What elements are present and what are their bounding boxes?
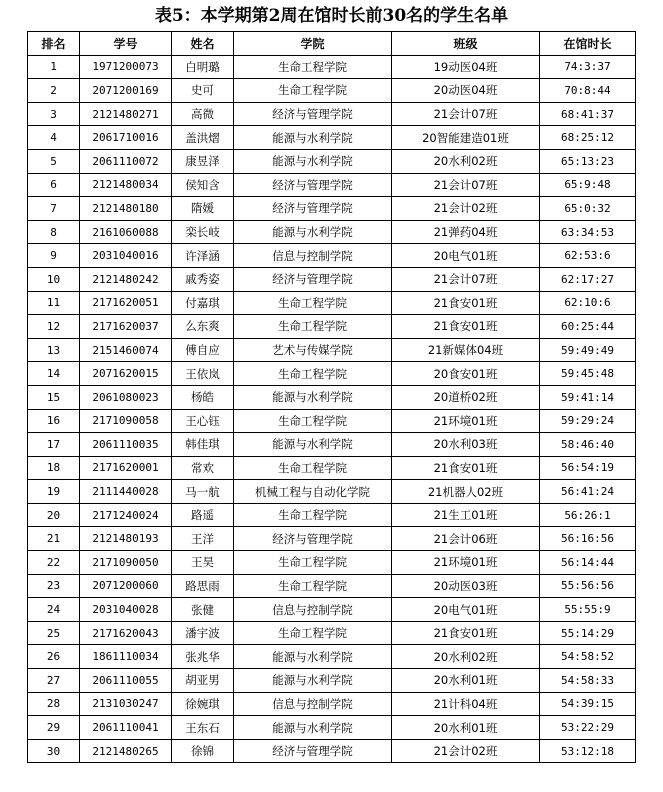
cell-rank: 12 [28, 315, 80, 339]
table-row [28, 338, 636, 362]
cell-name: 张兆华 [172, 645, 234, 669]
cell-student-id: 2071200060 [80, 574, 172, 598]
cell-student-id: 2121480034 [80, 173, 172, 197]
cell-duration: 59:45:48 [540, 362, 636, 386]
table-row [28, 220, 636, 244]
cell-name: 王依岚 [172, 362, 234, 386]
cell-college: 生命工程学院 [234, 409, 392, 433]
cell-name: 马一航 [172, 480, 234, 504]
cell-name: 高微 [172, 102, 234, 126]
header-name: 姓名 [172, 32, 234, 56]
cell-name: 戚秀姿 [172, 267, 234, 291]
cell-duration: 63:34:53 [540, 220, 636, 244]
cell-student-id: 2061080023 [80, 385, 172, 409]
cell-class: 21计科04班 [392, 692, 540, 716]
cell-class: 21机器人02班 [392, 480, 540, 504]
cell-student-id: 2071200169 [80, 79, 172, 103]
cell-class: 21环境01班 [392, 409, 540, 433]
cell-rank: 8 [28, 220, 80, 244]
cell-student-id: 2171620043 [80, 621, 172, 645]
cell-duration: 54:58:33 [540, 669, 636, 693]
cell-student-id: 2171240024 [80, 503, 172, 527]
cell-duration: 62:53:6 [540, 244, 636, 268]
cell-student-id: 2171620037 [80, 315, 172, 339]
cell-student-id: 2121480265 [80, 739, 172, 763]
table-row [28, 739, 636, 763]
cell-college: 信息与控制学院 [234, 598, 392, 622]
cell-rank: 18 [28, 456, 80, 480]
cell-college: 生命工程学院 [234, 79, 392, 103]
cell-college: 经济与管理学院 [234, 197, 392, 221]
cell-rank: 21 [28, 527, 80, 551]
table-row [28, 480, 636, 504]
header-duration: 在馆时长 [540, 32, 636, 56]
cell-name: 胡亚男 [172, 669, 234, 693]
table-row [28, 385, 636, 409]
cell-rank: 30 [28, 739, 80, 763]
cell-student-id: 2031040028 [80, 598, 172, 622]
cell-duration: 62:17:27 [540, 267, 636, 291]
cell-student-id: 2121480193 [80, 527, 172, 551]
cell-rank: 26 [28, 645, 80, 669]
cell-duration: 68:41:37 [540, 102, 636, 126]
cell-duration: 56:41:24 [540, 480, 636, 504]
cell-college: 信息与控制学院 [234, 692, 392, 716]
table-body [28, 55, 636, 763]
cell-duration: 55:55:9 [540, 598, 636, 622]
table-row [28, 149, 636, 173]
cell-duration: 56:26:1 [540, 503, 636, 527]
cell-class: 21生工01班 [392, 503, 540, 527]
cell-student-id: 2061110041 [80, 716, 172, 740]
table-row [28, 409, 636, 433]
cell-name: 许泽涵 [172, 244, 234, 268]
cell-rank: 1 [28, 55, 80, 79]
cell-rank: 22 [28, 551, 80, 575]
cell-duration: 65:9:48 [540, 173, 636, 197]
cell-class: 21会计07班 [392, 267, 540, 291]
cell-class: 21环境01班 [392, 551, 540, 575]
table-row [28, 716, 636, 740]
table-row [28, 362, 636, 386]
cell-student-id: 2171620001 [80, 456, 172, 480]
cell-name: 韩佳琪 [172, 433, 234, 457]
cell-class: 20动医03班 [392, 574, 540, 598]
header-college: 学院 [234, 32, 392, 56]
cell-college: 生命工程学院 [234, 621, 392, 645]
cell-student-id: 2151460074 [80, 338, 172, 362]
cell-class: 19动医04班 [392, 55, 540, 79]
cell-name: 隋媛 [172, 197, 234, 221]
cell-class: 21会计07班 [392, 102, 540, 126]
cell-student-id: 2031040016 [80, 244, 172, 268]
cell-college: 能源与水利学院 [234, 645, 392, 669]
table-row [28, 692, 636, 716]
table-row [28, 315, 636, 339]
cell-duration: 70:8:44 [540, 79, 636, 103]
cell-rank: 7 [28, 197, 80, 221]
cell-name: 路思雨 [172, 574, 234, 598]
cell-student-id: 2171090058 [80, 409, 172, 433]
cell-student-id: 2121480242 [80, 267, 172, 291]
table-row [28, 267, 636, 291]
cell-college: 生命工程学院 [234, 291, 392, 315]
cell-class: 21食安01班 [392, 621, 540, 645]
cell-name: 潘宇波 [172, 621, 234, 645]
cell-rank: 29 [28, 716, 80, 740]
cell-rank: 19 [28, 480, 80, 504]
cell-college: 生命工程学院 [234, 55, 392, 79]
table-row [28, 291, 636, 315]
cell-student-id: 2131030247 [80, 692, 172, 716]
cell-college: 能源与水利学院 [234, 220, 392, 244]
cell-name: 常欢 [172, 456, 234, 480]
cell-class: 20水利02班 [392, 645, 540, 669]
cell-college: 能源与水利学院 [234, 126, 392, 150]
table-row [28, 527, 636, 551]
cell-duration: 59:49:49 [540, 338, 636, 362]
cell-class: 21会计06班 [392, 527, 540, 551]
cell-student-id: 1861110034 [80, 645, 172, 669]
cell-name: 徐婉琪 [172, 692, 234, 716]
cell-class: 21食安01班 [392, 315, 540, 339]
cell-name: 史可 [172, 79, 234, 103]
cell-rank: 14 [28, 362, 80, 386]
cell-name: 栾长岐 [172, 220, 234, 244]
cell-student-id: 2161060088 [80, 220, 172, 244]
cell-name: 杨皓 [172, 385, 234, 409]
table-row [28, 55, 636, 79]
cell-class: 21会计07班 [392, 173, 540, 197]
cell-college: 能源与水利学院 [234, 433, 392, 457]
cell-rank: 15 [28, 385, 80, 409]
cell-rank: 2 [28, 79, 80, 103]
cell-college: 生命工程学院 [234, 362, 392, 386]
cell-class: 20食安01班 [392, 362, 540, 386]
cell-student-id: 2071620015 [80, 362, 172, 386]
cell-duration: 53:12:18 [540, 739, 636, 763]
cell-rank: 17 [28, 433, 80, 457]
cell-class: 20电气01班 [392, 244, 540, 268]
cell-student-id: 2171090050 [80, 551, 172, 575]
cell-class: 20道桥02班 [392, 385, 540, 409]
cell-duration: 54:39:15 [540, 692, 636, 716]
cell-class: 20动医04班 [392, 79, 540, 103]
cell-duration: 53:22:29 [540, 716, 636, 740]
cell-college: 经济与管理学院 [234, 173, 392, 197]
cell-college: 生命工程学院 [234, 503, 392, 527]
cell-rank: 3 [28, 102, 80, 126]
cell-class: 21食安01班 [392, 291, 540, 315]
cell-rank: 4 [28, 126, 80, 150]
cell-name: 王洋 [172, 527, 234, 551]
cell-college: 艺术与传媒学院 [234, 338, 392, 362]
cell-name: 王心钰 [172, 409, 234, 433]
table-row [28, 503, 636, 527]
cell-student-id: 2171620051 [80, 291, 172, 315]
cell-college: 生命工程学院 [234, 574, 392, 598]
cell-duration: 55:14:29 [540, 621, 636, 645]
cell-class: 20电气01班 [392, 598, 540, 622]
cell-student-id: 2111440028 [80, 480, 172, 504]
cell-college: 能源与水利学院 [234, 669, 392, 693]
cell-student-id: 2121480271 [80, 102, 172, 126]
table-row [28, 598, 636, 622]
cell-student-id: 2061110055 [80, 669, 172, 693]
cell-class: 21弹药04班 [392, 220, 540, 244]
cell-name: 王东石 [172, 716, 234, 740]
table-row [28, 244, 636, 268]
cell-duration: 65:0:32 [540, 197, 636, 221]
cell-duration: 68:25:12 [540, 126, 636, 150]
cell-college: 经济与管理学院 [234, 739, 392, 763]
cell-student-id: 2121480180 [80, 197, 172, 221]
cell-name: 傅自应 [172, 338, 234, 362]
table-row [28, 551, 636, 575]
cell-duration: 58:46:40 [540, 433, 636, 457]
cell-student-id: 1971200073 [80, 55, 172, 79]
cell-rank: 23 [28, 574, 80, 598]
cell-name: 徐锦 [172, 739, 234, 763]
cell-rank: 16 [28, 409, 80, 433]
cell-rank: 13 [28, 338, 80, 362]
table-row [28, 456, 636, 480]
cell-college: 经济与管理学院 [234, 527, 392, 551]
cell-college: 经济与管理学院 [234, 102, 392, 126]
cell-rank: 27 [28, 669, 80, 693]
cell-rank: 25 [28, 621, 80, 645]
cell-rank: 6 [28, 173, 80, 197]
table-row [28, 621, 636, 645]
header-rank: 排名 [28, 32, 80, 56]
cell-duration: 56:16:56 [540, 527, 636, 551]
cell-name: 付嘉琪 [172, 291, 234, 315]
cell-class: 20水利02班 [392, 149, 540, 173]
cell-class: 21会计02班 [392, 739, 540, 763]
cell-college: 能源与水利学院 [234, 716, 392, 740]
cell-class: 20水利03班 [392, 433, 540, 457]
cell-college: 能源与水利学院 [234, 385, 392, 409]
table-row [28, 126, 636, 150]
cell-duration: 54:58:52 [540, 645, 636, 669]
cell-class: 20水利01班 [392, 669, 540, 693]
cell-name: 张健 [172, 598, 234, 622]
cell-name: 盖洪熠 [172, 126, 234, 150]
table-row [28, 102, 636, 126]
table-header-row [28, 32, 636, 56]
table-row [28, 173, 636, 197]
cell-duration: 56:54:19 [540, 456, 636, 480]
header-student-id: 学号 [80, 32, 172, 56]
cell-duration: 60:25:44 [540, 315, 636, 339]
cell-college: 生命工程学院 [234, 551, 392, 575]
cell-student-id: 2061110035 [80, 433, 172, 457]
cell-duration: 59:41:14 [540, 385, 636, 409]
table-row [28, 669, 636, 693]
cell-duration: 65:13:23 [540, 149, 636, 173]
cell-class: 21新媒体04班 [392, 338, 540, 362]
cell-class: 21会计02班 [392, 197, 540, 221]
cell-rank: 9 [28, 244, 80, 268]
cell-rank: 5 [28, 149, 80, 173]
cell-student-id: 2061710016 [80, 126, 172, 150]
cell-college: 生命工程学院 [234, 456, 392, 480]
page-title: 表5：本学期第2周在馆时长前30名的学生名单 [154, 6, 509, 26]
cell-rank: 28 [28, 692, 80, 716]
cell-name: 路遥 [172, 503, 234, 527]
cell-rank: 11 [28, 291, 80, 315]
cell-duration: 55:56:56 [540, 574, 636, 598]
cell-rank: 10 [28, 267, 80, 291]
cell-duration: 56:14:44 [540, 551, 636, 575]
cell-student-id: 2061110072 [80, 149, 172, 173]
cell-class: 20智能建造01班 [392, 126, 540, 150]
table-row [28, 433, 636, 457]
cell-class: 20水利01班 [392, 716, 540, 740]
cell-duration: 62:10:6 [540, 291, 636, 315]
cell-rank: 20 [28, 503, 80, 527]
cell-duration: 59:29:24 [540, 409, 636, 433]
cell-college: 生命工程学院 [234, 315, 392, 339]
table-row [28, 197, 636, 221]
cell-class: 21食安01班 [392, 456, 540, 480]
cell-duration: 74:3:37 [540, 55, 636, 79]
cell-college: 信息与控制学院 [234, 244, 392, 268]
cell-name: 康昱泽 [172, 149, 234, 173]
student-ranking-table [27, 31, 636, 763]
header-class: 班级 [392, 32, 540, 56]
cell-college: 能源与水利学院 [234, 149, 392, 173]
cell-rank: 24 [28, 598, 80, 622]
table-row [28, 645, 636, 669]
table-row [28, 79, 636, 103]
cell-name: 白明璐 [172, 55, 234, 79]
cell-name: 侯知含 [172, 173, 234, 197]
cell-college: 机械工程与自动化学院 [234, 480, 392, 504]
cell-name: 么东爽 [172, 315, 234, 339]
cell-name: 王昊 [172, 551, 234, 575]
table-row [28, 574, 636, 598]
cell-college: 经济与管理学院 [234, 267, 392, 291]
